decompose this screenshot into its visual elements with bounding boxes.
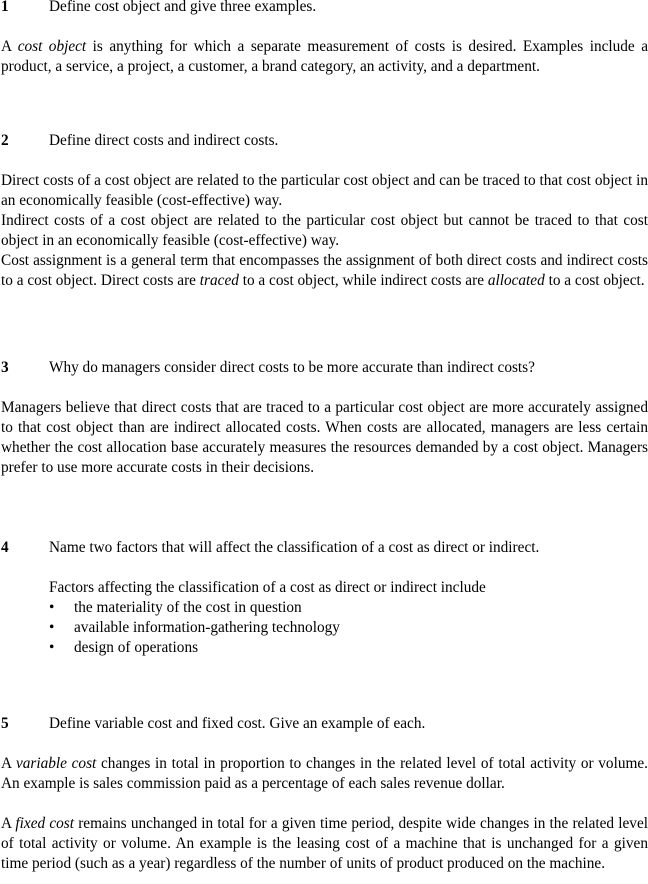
question-text: Define cost object and give three examples.	[49, 0, 317, 15]
question-header	[0, 0, 648, 17]
term-cost-object: cost object	[17, 38, 87, 55]
answer-paragraph: Cost assignment is a general term that encompasses the assignment of both direct costs and indirect costs to a cost object. Direct costs are traced to a cost object, while indirect costs are allocated to a cost object.	[1, 252, 648, 289]
question-header	[0, 538, 648, 558]
answer-paragraph: Indirect costs of a cost object are related to the particular cost object but cannot be traced to that cost object in an economically feasible (cost-effective) way.	[1, 212, 648, 249]
answer-paragraph: Direct costs of a cost object are related to the particular cost object and can be traced to that cost object in an economically feasible (cost-effective) way.	[1, 172, 648, 209]
question-text: Define direct costs and indirect costs.	[49, 132, 279, 149]
question-5	[0, 714, 648, 874]
question-2	[0, 131, 648, 291]
question-number: 2	[1, 132, 9, 149]
answer-paragraph: A fixed cost remains unchanged in total for a given time period, despite wide changes in the related level of total activity or volume. An example is the leasing cost of a machine that is unchanged for a given time period (such as a year) regardless of the number of units of product produced on the machine.	[1, 815, 648, 872]
term-traced: traced	[199, 272, 239, 289]
factor-list	[0, 598, 648, 658]
question-number: 5	[1, 715, 9, 732]
term-allocated: allocated	[487, 272, 545, 289]
question-header	[0, 714, 648, 734]
answer-paragraph: A variable cost changes in total in proportion to changes in the related level of total activity or volume. An example is sales commission paid as a percentage of each sales revenue dollar.	[1, 755, 648, 792]
term-variable-cost: variable cost	[15, 755, 97, 772]
list-item: • design of operations	[49, 638, 648, 658]
question-text: Define variable cost and fixed cost. Give an example of each.	[49, 715, 426, 732]
question-header	[0, 131, 648, 151]
question-number: 1	[1, 0, 9, 15]
question-text: Name two factors that will affect the classification of a cost as direct or indirect.	[49, 539, 540, 556]
list-item: • the materiality of the cost in question	[49, 598, 648, 618]
question-1	[0, 0, 648, 77]
question-number: 3	[1, 359, 9, 376]
answer-paragraph: A cost object is anything for which a separate measurement of costs is desired. Examples include a product, a service, a project, a customer, a brand category, an activity, and a department.	[1, 38, 648, 75]
answer-paragraph: Managers believe that direct costs that are traced to a particular cost object are more accurately assigned to that cost object than are indirect allocated costs. When costs are allocated, managers are less certain whether the cost allocation base accurately measures the resources demanded by a cost object. Managers prefer to use more accurate costs in their decisions.	[1, 399, 648, 476]
term-fixed-cost: fixed cost	[15, 815, 74, 832]
question-3	[0, 358, 648, 478]
answer-intro: Factors affecting the classification of a cost as direct or indirect include	[49, 579, 486, 596]
question-4	[0, 538, 648, 658]
list-item: • available information-gathering technology	[49, 618, 648, 638]
question-text: Why do managers consider direct costs to be more accurate than indirect costs?	[49, 359, 535, 376]
question-number: 4	[1, 539, 9, 556]
question-header	[0, 358, 648, 378]
